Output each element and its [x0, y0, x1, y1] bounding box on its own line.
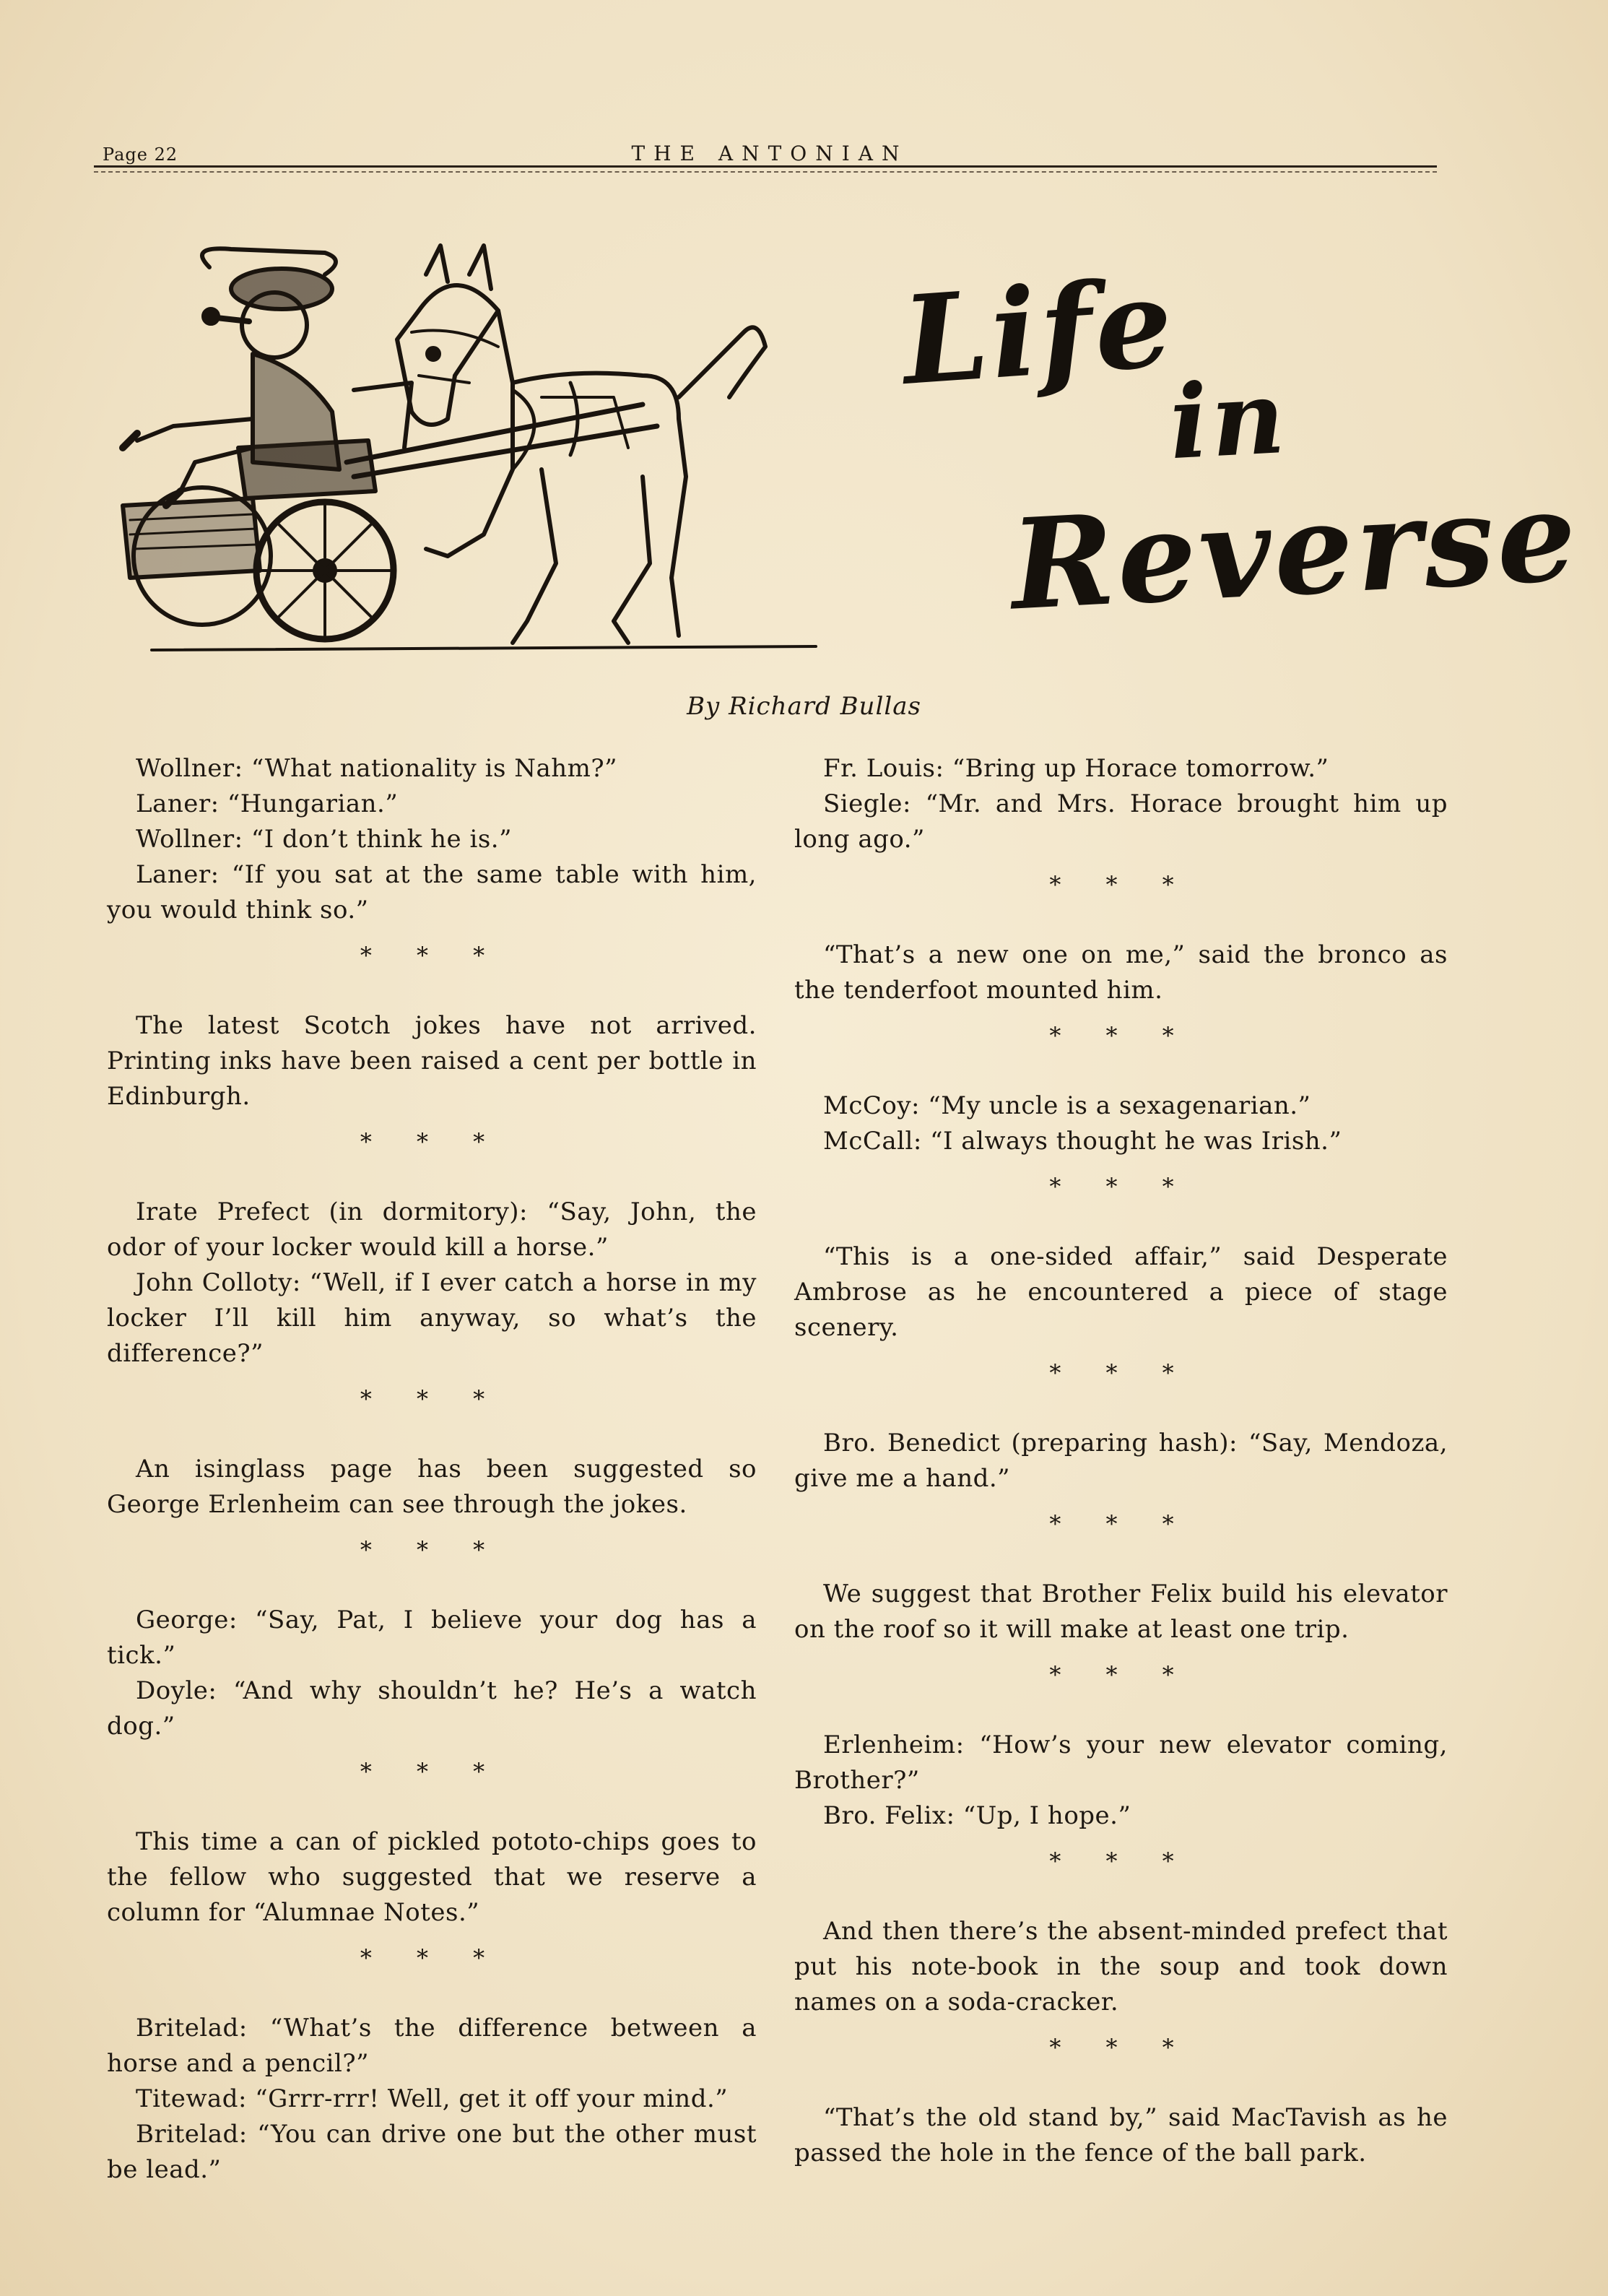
horse-cart-illustration — [108, 231, 830, 664]
joke-paragraph: The latest Scotch jokes have not arrived. Printing inks have been raised a cent per bottle in Edinburgh. — [107, 1011, 757, 1111]
joke-paragraph: Wollner: “What nationality is Nahm?” — [136, 754, 617, 783]
joke-paragraph: This time a can of pickled pototo-chips goes to the fellow who suggested that we reserve a column for “Alumnae Notes.” — [107, 1827, 757, 1927]
joke-paragraph: “That’s the old stand by,” said MacTavish as he passed the hole in the fence of the ball park. — [794, 2103, 1448, 2167]
separator-stars: * * * — [360, 1385, 504, 1413]
separator-stars: * * * — [1049, 1022, 1193, 1049]
joke-paragraph: Siegle: “Mr. and Mrs. Horace brought him up long ago.” — [794, 789, 1448, 854]
joke-paragraph: Britelad: “You can drive one but the other must be lead.” — [107, 2120, 757, 2184]
separator-stars: * * * — [1049, 1847, 1193, 1875]
separator-stars: * * * — [1049, 2034, 1193, 2061]
separator-stars: * * * — [360, 1758, 504, 1785]
magazine-title: THE ANTONIAN — [631, 142, 908, 165]
separator-stars: * * * — [360, 1944, 504, 1972]
separator-stars: * * * — [1049, 1510, 1193, 1538]
separator-stars: * * * — [1049, 1359, 1193, 1387]
joke-paragraph: Britelad: “What’s the difference between a horse and a pencil?” — [107, 2014, 757, 2078]
article-title-reverse: Reverse — [1007, 462, 1583, 638]
joke-paragraph: Doyle: “And why shouldn’t he? He’s a watch dog.” — [107, 1676, 757, 1741]
joke-paragraph: “That’s a new one on me,” said the bronco as the tenderfoot mounted him. — [794, 940, 1448, 1005]
header-rule-dashed — [94, 171, 1437, 173]
separator-stars: * * * — [1049, 871, 1193, 898]
separator-stars: * * * — [1049, 1173, 1193, 1200]
header-rule — [94, 165, 1437, 168]
joke-paragraph: John Colloty: “Well, if I ever catch a horse in my locker I’ll kill him anyway, so what’s the difference?” — [107, 1268, 757, 1368]
separator-stars: * * * — [360, 1536, 504, 1564]
joke-paragraph: McCall: “I always thought he was Irish.” — [823, 1127, 1342, 1156]
page-number: Page 22 — [103, 144, 178, 165]
joke-paragraph: Erlenheim: “How’s your new elevator coming, Brother?” — [794, 1730, 1448, 1795]
joke-paragraph: Titewad: “Grrr-rrr! Well, get it off your mind.” — [136, 2084, 729, 2113]
joke-paragraph: George: “Say, Pat, I believe your dog has a tick.” — [107, 1606, 757, 1670]
joke-paragraph: Irate Prefect (in dormitory): “Say, John, the odor of your locker would kill a horse.” — [107, 1197, 757, 1262]
separator-stars: * * * — [360, 1128, 504, 1156]
joke-paragraph: Wollner: “I don’t think he is.” — [136, 825, 513, 854]
joke-paragraph: And then there’s the absent-minded prefect that put his note-book in the soup and took down names on a soda-cracker. — [794, 1917, 1448, 2016]
left-column — [107, 751, 757, 2188]
joke-paragraph: Laner: “If you sat at the same table with him, you would think so.” — [107, 860, 757, 924]
joke-paragraph: An isinglass page has been suggested so George Erlenheim can see through the jokes. — [107, 1455, 757, 1519]
joke-paragraph: “This is a one-sided affair,” said Desperate Ambrose as he encountered a piece of stage scenery. — [794, 1242, 1448, 1342]
joke-paragraph: We suggest that Brother Felix build his elevator on the roof so it will make at least one trip. — [794, 1580, 1448, 1644]
article-title-life: Life — [898, 251, 1180, 412]
separator-stars: * * * — [1049, 1661, 1193, 1689]
joke-paragraph: Laner: “Hungarian.” — [136, 789, 399, 818]
right-column — [794, 751, 1448, 2171]
separator-stars: * * * — [360, 942, 504, 969]
byline: By Richard Bullas — [687, 692, 921, 721]
joke-paragraph: Fr. Louis: “Bring up Horace tomorrow.” — [823, 754, 1329, 783]
article-title-in: in — [1166, 358, 1291, 483]
joke-paragraph: McCoy: “My uncle is a sexagenarian.” — [823, 1091, 1311, 1120]
joke-paragraph: Bro. Benedict (preparing hash): “Say, Mendoza, give me a hand.” — [794, 1429, 1448, 1493]
joke-paragraph: Bro. Felix: “Up, I hope.” — [823, 1801, 1131, 1830]
